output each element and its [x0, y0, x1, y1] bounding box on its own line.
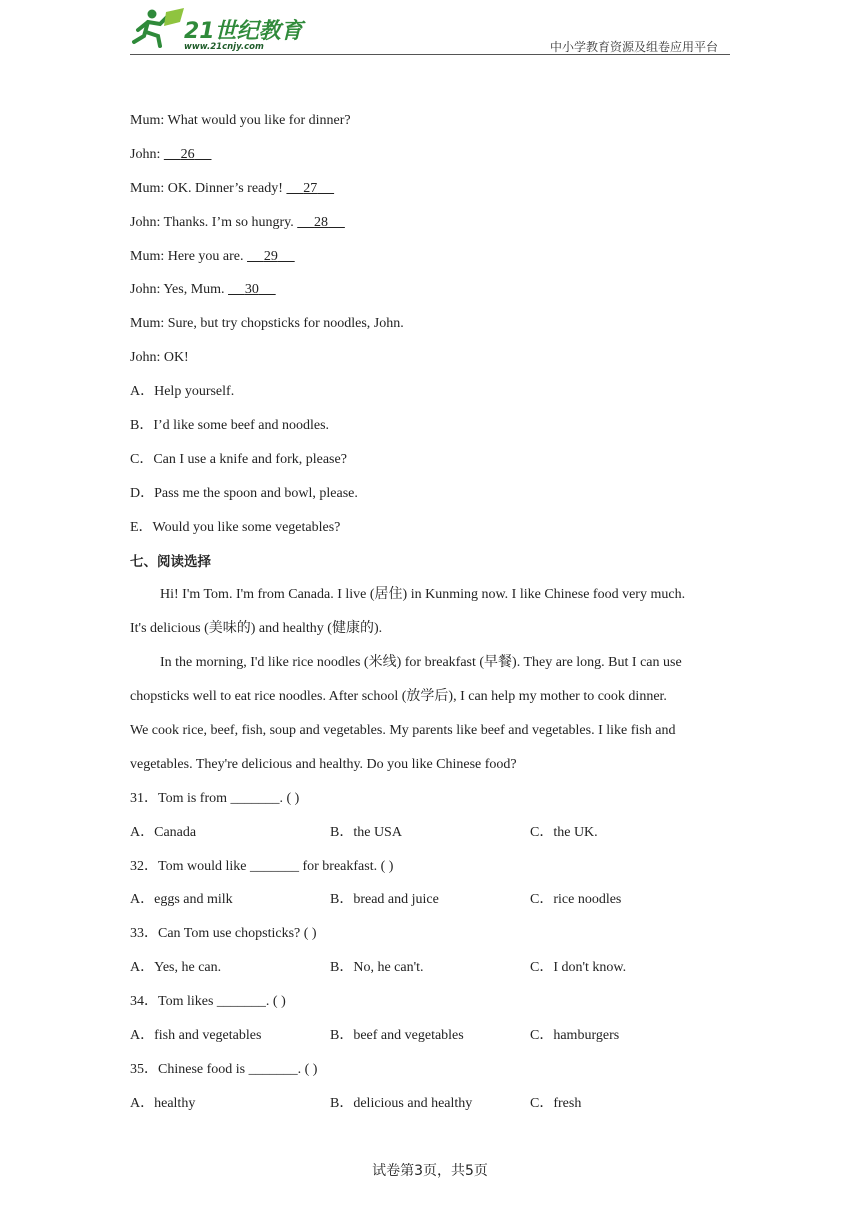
passage-line: In the morning, I'd like rice noodles (米线) for breakfast (早餐). They are long. But I can use: [160, 655, 682, 671]
question-option: A．fish and vegetables: [130, 1028, 262, 1044]
question-option: B．the USA: [330, 824, 402, 840]
option-c: C．Can I use a knife and fork, please?: [130, 451, 347, 467]
dialogue-options: [130, 380, 730, 549]
platform-name: 中小学教育资源及组卷应用平台: [549, 40, 718, 54]
reading-passage: [130, 583, 730, 786]
blank-29: 29: [263, 248, 278, 264]
question-option: C．hamburgers: [530, 1028, 620, 1044]
question-option: C．I don't know.: [530, 960, 627, 976]
blank-27: 27: [303, 180, 318, 196]
dialogue-line: Mum: Sure, but try chopsticks for noodles, John.: [130, 316, 404, 332]
question-31-options: [130, 821, 730, 855]
question-34-options: [130, 1024, 730, 1058]
question-33: 33．Can Tom use chopsticks? ( ): [130, 926, 317, 942]
question-option: A．eggs and milk: [130, 892, 233, 908]
option-b: B．I’d like some beef and noodles.: [130, 418, 330, 434]
passage-line: We cook rice, beef, fish, soup and vegetables. My parents like beef and vegetables. I like fish and: [130, 723, 676, 739]
question-32-options: [130, 888, 730, 922]
dialogue-line: Mum: Here you are. 29: [130, 248, 278, 264]
question-32: 32．Tom would like _______ for breakfast. ( ): [130, 858, 394, 874]
option-e: E．Would you like some vegetables?: [130, 519, 341, 535]
logo-text: 21世纪教育: [184, 19, 303, 44]
question-option: B．bread and juice: [330, 892, 439, 908]
site-logo: [130, 6, 310, 52]
passage-line: chopsticks well to eat rice noodles. After school (放学后), I can help my mother to cook dinner.: [130, 689, 667, 705]
question-35-options: [130, 1092, 730, 1126]
question-option: B．beef and vegetables: [330, 1028, 464, 1044]
page-footer: 试卷第3页，共5页: [372, 1163, 488, 1179]
dialogue-line: Mum: OK. Dinner’s ready! 27: [130, 180, 318, 196]
question-33-options: [130, 956, 730, 990]
passage-line: Hi! I'm Tom. I'm from Canada. I live (居住) in Kunming now. I like Chinese food very much.: [160, 587, 686, 603]
question-option: C．rice noodles: [530, 892, 622, 908]
dialogue-line: John: 26: [130, 146, 195, 162]
question-option: B．delicious and healthy: [330, 1095, 473, 1111]
passage-line: It's delicious (美味的) and healthy (健康的).: [130, 621, 383, 637]
dialogue-line: Mum: What would you like for dinner?: [130, 113, 351, 128]
dialogue: [130, 109, 730, 380]
passage-line: vegetables. They're delicious and healthy. Do you like Chinese food?: [130, 756, 517, 772]
question-option: B．No, he can't.: [330, 960, 424, 976]
dialogue-line: John: Yes, Mum. 30: [130, 282, 259, 298]
dialogue-line: John: OK!: [130, 350, 189, 366]
questions: [130, 787, 730, 1126]
option-a: A．Help yourself.: [130, 384, 235, 400]
question-34: 34．Tom likes _______. ( ): [130, 994, 286, 1010]
question-option: C．fresh: [530, 1095, 582, 1111]
question-31: 31．Tom is from _______. ( ): [130, 790, 300, 806]
page-content: [130, 109, 730, 1126]
page-header: [130, 4, 730, 56]
question-option: A．Yes, he can.: [130, 960, 222, 976]
blank-26: 26: [180, 146, 195, 162]
question-35: 35．Chinese food is _______. ( ): [130, 1061, 318, 1077]
blank-30: 30: [244, 282, 259, 298]
runner-icon: [134, 8, 184, 46]
logo-url: www.21cnjy.com: [184, 42, 264, 52]
option-d: D．Pass me the spoon and bowl, please.: [130, 485, 358, 501]
question-option: A．healthy: [130, 1095, 196, 1111]
question-option: C．the UK.: [530, 824, 598, 840]
dialogue-line: John: Thanks. I’m so hungry. 28: [130, 214, 329, 230]
question-option: A．Canada: [130, 824, 197, 840]
section-title: 七、阅读选择: [130, 553, 211, 570]
header-divider: [130, 54, 730, 55]
blank-28: 28: [314, 214, 329, 230]
